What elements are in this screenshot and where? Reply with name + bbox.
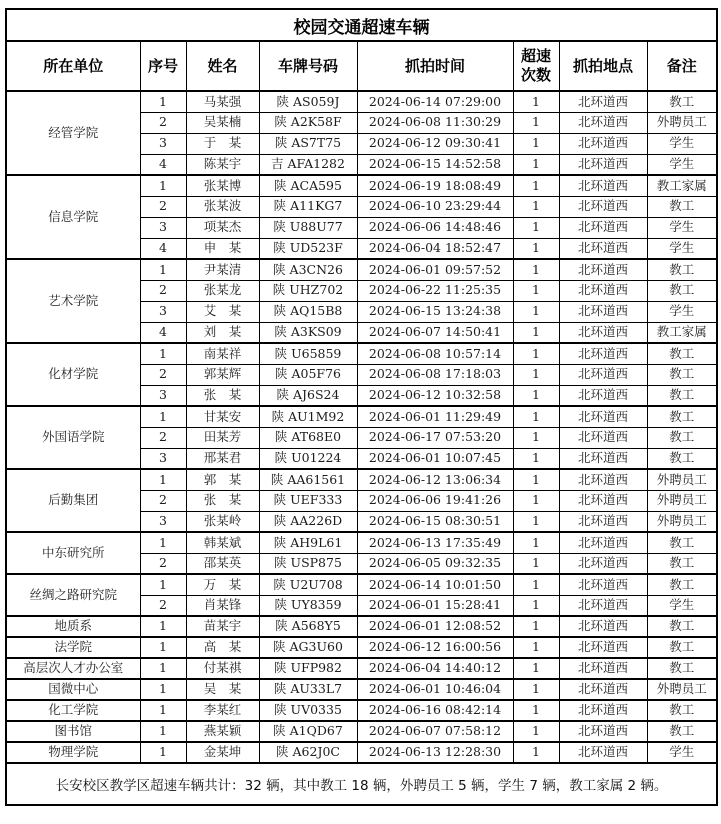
speeding-count-cell: 1 [513,574,559,595]
name-cell: 张 某 [186,385,259,406]
capture-time-cell: 2024-06-14 10:01:50 [357,574,513,595]
seq-cell: 1 [140,469,186,490]
plate-cell: 陕 USP875 [259,553,357,574]
name-cell: 张某博 [186,175,259,196]
capture-location-cell: 北环道西 [559,154,647,175]
capture-location-cell: 北环道西 [559,343,647,364]
remark-cell: 学生 [647,154,717,175]
plate-cell: 陕 A11KG7 [259,196,357,217]
table-row [6,658,717,679]
capture-location-cell: 北环道西 [559,448,647,469]
capture-time-cell: 2024-06-14 07:29:00 [357,91,513,112]
seq-cell: 2 [140,490,186,511]
capture-location-cell: 北环道西 [559,658,647,679]
capture-location-cell: 北环道西 [559,742,647,763]
table-row [6,721,717,742]
name-cell: 吴某楠 [186,112,259,133]
speeding-count-cell: 1 [513,637,559,658]
speeding-count-cell: 1 [513,259,559,280]
remark-cell: 教工 [647,196,717,217]
unit-cell: 高层次人才办公室 [6,658,140,679]
unit-cell: 法学院 [6,637,140,658]
col-header-seq: 序号 [140,41,186,91]
remark-cell: 学生 [647,133,717,154]
capture-location-cell: 北环道西 [559,238,647,259]
plate-cell: 陕 AS059J [259,91,357,112]
remark-cell: 教工 [647,385,717,406]
unit-cell: 物理学院 [6,742,140,763]
plate-cell: 陕 U2U708 [259,574,357,595]
remark-cell: 教工家属 [647,175,717,196]
name-cell: 付某祺 [186,658,259,679]
capture-time-cell: 2024-06-01 10:46:04 [357,679,513,700]
plate-cell: 陕 UY8359 [259,595,357,616]
speeding-count-cell: 1 [513,364,559,385]
plate-cell: 陕 AS7T75 [259,133,357,154]
name-cell: 郭 某 [186,469,259,490]
name-cell: 刘 某 [186,322,259,343]
col-header-speeding-count: 超速次数 [513,41,559,91]
name-cell: 肖某锋 [186,595,259,616]
seq-cell: 2 [140,196,186,217]
capture-time-cell: 2024-06-13 12:28:30 [357,742,513,763]
speeding-count-cell: 1 [513,427,559,448]
remark-cell: 教工 [647,658,717,679]
table-row [6,91,717,112]
name-cell: 郭某辉 [186,364,259,385]
capture-time-cell: 2024-06-13 17:35:49 [357,532,513,553]
capture-location-cell: 北环道西 [559,364,647,385]
unit-cell: 后勤集团 [6,469,140,532]
speeding-count-cell: 1 [513,616,559,637]
remark-cell: 教工 [647,553,717,574]
title-row [6,9,717,41]
seq-cell: 1 [140,637,186,658]
unit-cell: 地质系 [6,616,140,637]
speeding-count-cell: 1 [513,301,559,322]
table-row [6,700,717,721]
remark-cell: 教工 [647,427,717,448]
plate-cell: 陕 AH9L61 [259,532,357,553]
remark-cell: 教工 [647,616,717,637]
name-cell: 邢某君 [186,448,259,469]
speeding-count-cell: 1 [513,91,559,112]
plate-cell: 陕 AU33L7 [259,679,357,700]
capture-time-cell: 2024-06-01 10:07:45 [357,448,513,469]
capture-time-cell: 2024-06-22 11:25:35 [357,280,513,301]
speeding-vehicles-table [5,8,718,806]
capture-location-cell: 北环道西 [559,91,647,112]
capture-time-cell: 2024-06-17 07:53:20 [357,427,513,448]
capture-location-cell: 北环道西 [559,217,647,238]
remark-cell: 教工 [647,532,717,553]
remark-cell: 教工 [647,259,717,280]
seq-cell: 1 [140,91,186,112]
speeding-count-cell: 1 [513,721,559,742]
remark-cell: 教工 [647,574,717,595]
speeding-count-cell: 1 [513,448,559,469]
capture-location-cell: 北环道西 [559,385,647,406]
plate-cell: 陕 UHZ702 [259,280,357,301]
capture-location-cell: 北环道西 [559,637,647,658]
speeding-count-cell: 1 [513,280,559,301]
col-header-remark: 备注 [647,41,717,91]
capture-location-cell: 北环道西 [559,511,647,532]
seq-cell: 2 [140,427,186,448]
capture-location-cell: 北环道西 [559,259,647,280]
name-cell: 李某红 [186,700,259,721]
name-cell: 邵某英 [186,553,259,574]
seq-cell: 1 [140,616,186,637]
seq-cell: 2 [140,364,186,385]
table-row [6,616,717,637]
plate-cell: 吉 AFA1282 [259,154,357,175]
capture-time-cell: 2024-06-12 16:00:56 [357,637,513,658]
capture-time-cell: 2024-06-06 14:48:46 [357,217,513,238]
unit-cell: 图书馆 [6,721,140,742]
name-cell: 田某芳 [186,427,259,448]
remark-cell: 学生 [647,595,717,616]
capture-location-cell: 北环道西 [559,469,647,490]
speeding-count-cell: 1 [513,196,559,217]
table-row [6,742,717,763]
speeding-count-cell: 1 [513,175,559,196]
seq-cell: 4 [140,322,186,343]
table-row [6,637,717,658]
capture-time-cell: 2024-06-12 10:32:58 [357,385,513,406]
table-row [6,532,717,553]
table-row [6,343,717,364]
speeding-count-cell: 1 [513,679,559,700]
speeding-count-cell: 1 [513,700,559,721]
capture-time-cell: 2024-06-16 08:42:14 [357,700,513,721]
seq-cell: 4 [140,154,186,175]
table-body [6,91,717,763]
seq-cell: 1 [140,700,186,721]
plate-cell: 陕 AT68E0 [259,427,357,448]
plate-cell: 陕 AA226D [259,511,357,532]
capture-time-cell: 2024-06-04 14:40:12 [357,658,513,679]
name-cell: 南某祥 [186,343,259,364]
capture-time-cell: 2024-06-01 09:57:52 [357,259,513,280]
summary-text: 长安校区教学区超速车辆共计：32 辆，其中教工 18 辆，外聘员工 5 辆，学生 7 辆，教工家属 2 辆。 [6,763,717,805]
seq-cell: 1 [140,406,186,427]
seq-cell: 1 [140,259,186,280]
speeding-count-cell: 1 [513,658,559,679]
speeding-count-cell: 1 [513,154,559,175]
unit-cell: 艺术学院 [6,259,140,343]
plate-cell: 陕 UD523F [259,238,357,259]
table-title: 校园交通超速车辆 [6,9,717,41]
remark-cell: 学生 [647,238,717,259]
speeding-count-cell: 1 [513,343,559,364]
remark-cell: 学生 [647,217,717,238]
plate-cell: 陕 AJ6S24 [259,385,357,406]
seq-cell: 3 [140,133,186,154]
name-cell: 万 某 [186,574,259,595]
seq-cell: 1 [140,532,186,553]
plate-cell: 陕 UEF333 [259,490,357,511]
name-cell: 金某坤 [186,742,259,763]
seq-cell: 1 [140,658,186,679]
capture-time-cell: 2024-06-10 23:29:44 [357,196,513,217]
capture-time-cell: 2024-06-08 17:18:03 [357,364,513,385]
unit-cell: 信息学院 [6,175,140,259]
speeding-count-cell: 1 [513,322,559,343]
unit-cell: 丝绸之路研究院 [6,574,140,616]
remark-cell: 外聘员工 [647,469,717,490]
capture-time-cell: 2024-06-15 14:52:58 [357,154,513,175]
plate-cell: 陕 AQ15B8 [259,301,357,322]
capture-location-cell: 北环道西 [559,175,647,196]
seq-cell: 1 [140,175,186,196]
name-cell: 苗某宇 [186,616,259,637]
name-cell: 艾 某 [186,301,259,322]
speeding-count-cell: 1 [513,532,559,553]
remark-cell: 教工 [647,364,717,385]
capture-time-cell: 2024-06-04 18:52:47 [357,238,513,259]
name-cell: 韩某斌 [186,532,259,553]
plate-cell: 陕 ACA595 [259,175,357,196]
capture-location-cell: 北环道西 [559,532,647,553]
seq-cell: 1 [140,679,186,700]
plate-cell: 陕 U65859 [259,343,357,364]
capture-location-cell: 北环道西 [559,490,647,511]
speeding-count-cell: 1 [513,133,559,154]
plate-cell: 陕 A1QD67 [259,721,357,742]
capture-time-cell: 2024-06-05 09:32:35 [357,553,513,574]
name-cell: 张某波 [186,196,259,217]
capture-location-cell: 北环道西 [559,595,647,616]
seq-cell: 2 [140,280,186,301]
remark-cell: 外聘员工 [647,679,717,700]
remark-cell: 教工家属 [647,322,717,343]
capture-time-cell: 2024-06-19 18:08:49 [357,175,513,196]
seq-cell: 1 [140,742,186,763]
col-header-capture-time: 抓拍时间 [357,41,513,91]
name-cell: 张某岭 [186,511,259,532]
name-cell: 燕某颖 [186,721,259,742]
plate-cell: 陕 UV0335 [259,700,357,721]
speeding-count-cell: 1 [513,238,559,259]
plate-cell: 陕 AG3U60 [259,637,357,658]
col-header-capture-location: 抓拍地点 [559,41,647,91]
name-cell: 甘某安 [186,406,259,427]
capture-location-cell: 北环道西 [559,679,647,700]
col-header-name: 姓名 [186,41,259,91]
remark-cell: 外聘员工 [647,112,717,133]
remark-cell: 外聘员工 [647,490,717,511]
speeding-count-cell: 1 [513,385,559,406]
plate-cell: 陕 U01224 [259,448,357,469]
capture-location-cell: 北环道西 [559,280,647,301]
seq-cell: 2 [140,553,186,574]
capture-time-cell: 2024-06-15 13:24:38 [357,301,513,322]
capture-time-cell: 2024-06-01 15:28:41 [357,595,513,616]
remark-cell: 教工 [647,721,717,742]
capture-location-cell: 北环道西 [559,112,647,133]
remark-cell: 外聘员工 [647,511,717,532]
unit-cell: 外国语学院 [6,406,140,469]
capture-location-cell: 北环道西 [559,196,647,217]
remark-cell: 学生 [647,742,717,763]
speeding-count-cell: 1 [513,511,559,532]
capture-time-cell: 2024-06-01 11:29:49 [357,406,513,427]
capture-location-cell: 北环道西 [559,616,647,637]
speeding-count-cell: 1 [513,742,559,763]
name-cell: 张 某 [186,490,259,511]
remark-cell: 教工 [647,448,717,469]
remark-cell: 教工 [647,637,717,658]
remark-cell: 教工 [647,91,717,112]
seq-cell: 3 [140,448,186,469]
name-cell: 于 某 [186,133,259,154]
unit-cell: 化工学院 [6,700,140,721]
plate-cell: 陕 A3CN26 [259,259,357,280]
seq-cell: 3 [140,217,186,238]
remark-cell: 教工 [647,343,717,364]
remark-cell: 教工 [647,280,717,301]
remark-cell: 教工 [647,700,717,721]
seq-cell: 2 [140,112,186,133]
capture-location-cell: 北环道西 [559,133,647,154]
table-row [6,406,717,427]
seq-cell: 1 [140,574,186,595]
speeding-count-cell: 1 [513,595,559,616]
plate-cell: 陕 U88U77 [259,217,357,238]
header-row [6,41,717,91]
unit-cell: 国微中心 [6,679,140,700]
name-cell: 尹某清 [186,259,259,280]
table-row [6,574,717,595]
unit-cell: 中东研究所 [6,532,140,574]
capture-time-cell: 2024-06-06 19:41:26 [357,490,513,511]
capture-time-cell: 2024-06-08 11:30:29 [357,112,513,133]
name-cell: 申 某 [186,238,259,259]
remark-cell: 教工 [647,406,717,427]
table-row [6,175,717,196]
capture-time-cell: 2024-06-07 07:58:12 [357,721,513,742]
capture-location-cell: 北环道西 [559,574,647,595]
name-cell: 高 某 [186,637,259,658]
plate-cell: 陕 AU1M92 [259,406,357,427]
capture-location-cell: 北环道西 [559,700,647,721]
capture-time-cell: 2024-06-07 14:50:41 [357,322,513,343]
seq-cell: 1 [140,343,186,364]
capture-location-cell: 北环道西 [559,406,647,427]
name-cell: 吴 某 [186,679,259,700]
plate-cell: 陕 A05F76 [259,364,357,385]
plate-cell: 陕 A62J0C [259,742,357,763]
plate-cell: 陕 AA61561 [259,469,357,490]
remark-cell: 学生 [647,301,717,322]
speeding-count-cell: 1 [513,469,559,490]
speeding-count-cell: 1 [513,217,559,238]
capture-time-cell: 2024-06-01 12:08:52 [357,616,513,637]
summary-row [6,763,717,805]
name-cell: 马某强 [186,91,259,112]
unit-cell: 化材学院 [6,343,140,406]
speeding-count-cell: 1 [513,406,559,427]
capture-location-cell: 北环道西 [559,721,647,742]
speeding-count-cell: 1 [513,112,559,133]
seq-cell: 3 [140,301,186,322]
capture-time-cell: 2024-06-08 10:57:14 [357,343,513,364]
table-row [6,259,717,280]
plate-cell: 陕 A3KS09 [259,322,357,343]
capture-location-cell: 北环道西 [559,553,647,574]
col-header-plate: 车牌号码 [259,41,357,91]
seq-cell: 4 [140,238,186,259]
capture-location-cell: 北环道西 [559,322,647,343]
name-cell: 陈某宇 [186,154,259,175]
capture-time-cell: 2024-06-15 08:30:51 [357,511,513,532]
seq-cell: 2 [140,595,186,616]
capture-time-cell: 2024-06-12 13:06:34 [357,469,513,490]
capture-location-cell: 北环道西 [559,301,647,322]
name-cell: 张某龙 [186,280,259,301]
table-row [6,679,717,700]
name-cell: 项某杰 [186,217,259,238]
plate-cell: 陕 A2K58F [259,112,357,133]
table-row [6,469,717,490]
seq-cell: 3 [140,385,186,406]
speeding-count-cell: 1 [513,490,559,511]
seq-cell: 1 [140,721,186,742]
plate-cell: 陕 UFP982 [259,658,357,679]
capture-location-cell: 北环道西 [559,427,647,448]
speeding-count-cell: 1 [513,553,559,574]
capture-time-cell: 2024-06-12 09:30:41 [357,133,513,154]
plate-cell: 陕 A568Y5 [259,616,357,637]
col-header-unit: 所在单位 [6,41,140,91]
seq-cell: 3 [140,511,186,532]
unit-cell: 经管学院 [6,91,140,175]
